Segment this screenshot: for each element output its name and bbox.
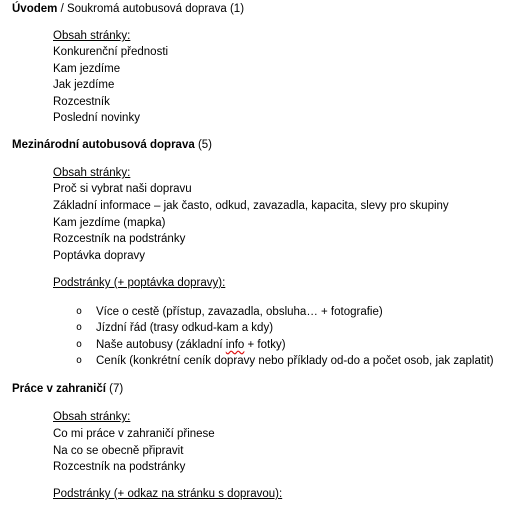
section-title-bold: Mezinárodní autobusová doprava <box>12 139 195 151</box>
subpage-item: Jízdní řád (trasy odkud-kam a kdy) <box>96 322 274 334</box>
subpage-item <box>96 337 286 353</box>
section-heading-mezinarodni <box>12 137 212 153</box>
list-item: Rozcestník na podstránky <box>53 461 186 473</box>
content-heading: Obsah stránky: <box>53 167 131 179</box>
section-title-rest: (5) <box>194 139 212 151</box>
list-item: Na co se obecně připravit <box>53 445 184 457</box>
spellcheck-flagged-word: info <box>225 339 245 351</box>
list-item: Kam jezdíme <box>53 63 121 75</box>
section-title-rest: (7) <box>105 383 124 395</box>
subpage-item-text: + fotky) <box>244 339 286 351</box>
list-item: Co mi práce v zahraničí přinese <box>53 428 215 440</box>
list-item: Poptávka dopravy <box>53 250 146 262</box>
subpage-item: Ceník (konkrétní ceník dopravy nebo příklady od-do a počet osob, jak zaplatit) <box>96 355 494 367</box>
content-heading: Obsah stránky: <box>53 30 131 42</box>
bullet-circle-icon: o <box>76 306 83 317</box>
list-item: Kam jezdíme (mapka) <box>53 217 166 229</box>
list-item: Rozcestník na podstránky <box>53 233 186 245</box>
bullet-circle-icon: o <box>76 339 83 350</box>
section-title-bold: Práce v zahraničí <box>12 383 106 395</box>
bullet-circle-icon: o <box>76 322 83 333</box>
section-title-bold: Úvodem <box>12 3 58 15</box>
subpage-item-text: Naše autobusy (základní <box>96 339 226 351</box>
subpage-item: Více o cestě (přístup, zavazadla, obsluha… + fotografie) <box>96 306 383 318</box>
subpages-heading: Podstránky (+ odkaz na stránku s dopravou): <box>53 488 283 500</box>
list-item: Poslední novinky <box>53 112 140 124</box>
list-item: Základní informace – jak často, odkud, zavazadla, kapacita, slevy pro skupiny <box>53 200 449 212</box>
section-heading-prace <box>12 381 123 397</box>
list-item: Rozcestník <box>53 96 110 108</box>
list-item: Proč si vybrat naši dopravu <box>53 183 192 195</box>
subpages-heading: Podstránky (+ poptávka dopravy): <box>53 277 226 289</box>
content-heading: Obsah stránky: <box>53 411 131 423</box>
list-item: Konkurenční přednosti <box>53 46 169 58</box>
section-title-rest: / Soukromá autobusová doprava (1) <box>57 3 245 15</box>
section-heading-uvodem <box>12 1 244 17</box>
bullet-circle-icon: o <box>76 355 83 366</box>
list-item: Jak jezdíme <box>53 79 115 91</box>
